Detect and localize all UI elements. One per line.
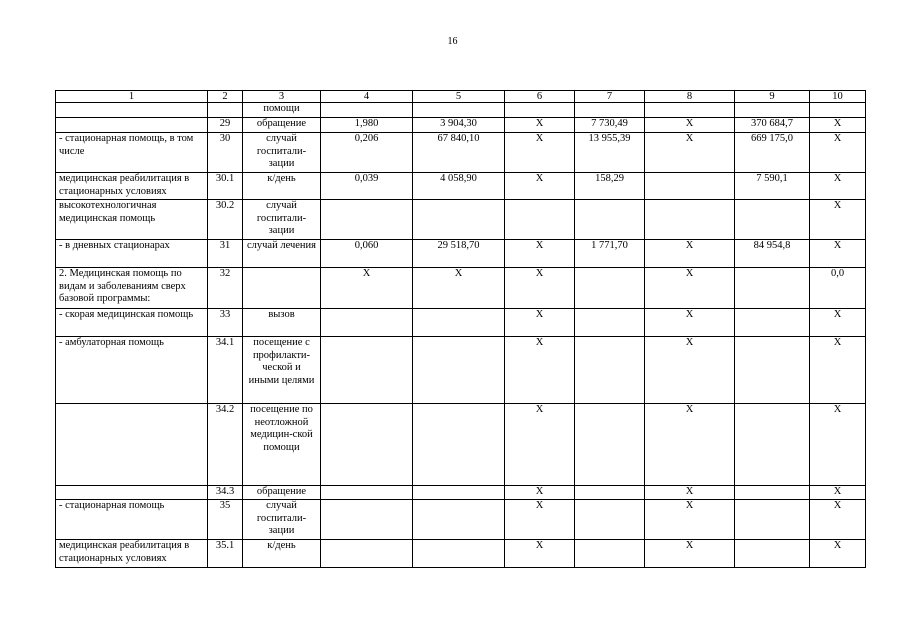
value-cell xyxy=(505,103,575,118)
row-number: 32 xyxy=(208,268,243,309)
row-label: медицинская реабилитация в стационарных условиях xyxy=(56,540,208,568)
value-cell: Х xyxy=(505,268,575,309)
value-cell: Х xyxy=(810,173,866,200)
unit-cell xyxy=(243,268,321,309)
row-number: 29 xyxy=(208,118,243,133)
value-cell: Х xyxy=(645,486,735,500)
value-cell: Х xyxy=(505,486,575,500)
value-cell: Х xyxy=(810,240,866,268)
value-cell: Х xyxy=(505,404,575,486)
value-cell xyxy=(575,200,645,240)
value-cell: Х xyxy=(505,133,575,173)
value-cell xyxy=(735,486,810,500)
value-cell: 0,039 xyxy=(321,173,413,200)
header-cell: 10 xyxy=(810,91,866,103)
unit-cell: обращение xyxy=(243,118,321,133)
value-cell: Х xyxy=(810,404,866,486)
row-label xyxy=(56,486,208,500)
value-cell: Х xyxy=(810,486,866,500)
row-number: 34.3 xyxy=(208,486,243,500)
value-cell xyxy=(735,200,810,240)
value-cell: 1,980 xyxy=(321,118,413,133)
value-cell xyxy=(413,486,505,500)
unit-cell: обращение xyxy=(243,486,321,500)
value-cell: 370 684,7 xyxy=(735,118,810,133)
value-cell xyxy=(321,500,413,540)
value-cell xyxy=(575,337,645,404)
value-cell: 84 954,8 xyxy=(735,240,810,268)
table-row xyxy=(56,173,866,200)
table-row xyxy=(56,404,866,486)
value-cell: Х xyxy=(505,337,575,404)
value-cell xyxy=(735,404,810,486)
header-row xyxy=(56,91,866,103)
value-cell: Х xyxy=(645,118,735,133)
table-row xyxy=(56,133,866,173)
table-row xyxy=(56,118,866,133)
value-cell: 4 058,90 xyxy=(413,173,505,200)
unit-cell: помощи xyxy=(243,103,321,118)
value-cell xyxy=(413,540,505,568)
value-cell xyxy=(321,309,413,337)
value-cell xyxy=(575,540,645,568)
value-cell: Х xyxy=(505,240,575,268)
row-label xyxy=(56,404,208,486)
value-cell: Х xyxy=(645,268,735,309)
row-number: 30.1 xyxy=(208,173,243,200)
value-cell: Х xyxy=(505,500,575,540)
table-row xyxy=(56,240,866,268)
value-cell: 0,206 xyxy=(321,133,413,173)
value-cell xyxy=(735,268,810,309)
table-row xyxy=(56,200,866,240)
header-cell: 6 xyxy=(505,91,575,103)
value-cell xyxy=(413,200,505,240)
value-cell xyxy=(735,500,810,540)
table-row xyxy=(56,268,866,309)
unit-cell: случай госпитали-зации xyxy=(243,500,321,540)
table-row xyxy=(56,337,866,404)
value-cell: Х xyxy=(810,133,866,173)
value-cell xyxy=(321,404,413,486)
value-cell xyxy=(321,337,413,404)
row-number: 35.1 xyxy=(208,540,243,568)
value-cell: Х xyxy=(645,309,735,337)
header-cell: 4 xyxy=(321,91,413,103)
value-cell xyxy=(505,200,575,240)
value-cell: Х xyxy=(505,118,575,133)
header-cell: 1 xyxy=(56,91,208,103)
value-cell xyxy=(575,309,645,337)
row-number: 34.1 xyxy=(208,337,243,404)
row-label xyxy=(56,118,208,133)
value-cell xyxy=(321,486,413,500)
unit-cell: случай госпитали-зации xyxy=(243,200,321,240)
value-cell xyxy=(575,404,645,486)
value-cell xyxy=(413,103,505,118)
header-cell: 3 xyxy=(243,91,321,103)
value-cell xyxy=(735,103,810,118)
header-cell: 2 xyxy=(208,91,243,103)
unit-cell: к/день xyxy=(243,540,321,568)
value-cell: Х xyxy=(645,540,735,568)
header-cell: 8 xyxy=(645,91,735,103)
value-cell xyxy=(413,500,505,540)
value-cell: Х xyxy=(505,540,575,568)
value-cell: 7 590,1 xyxy=(735,173,810,200)
value-cell xyxy=(575,268,645,309)
value-cell: Х xyxy=(645,500,735,540)
table-row xyxy=(56,500,866,540)
row-number xyxy=(208,103,243,118)
value-cell: Х xyxy=(645,133,735,173)
value-cell xyxy=(575,486,645,500)
value-cell xyxy=(735,540,810,568)
value-cell: Х xyxy=(810,309,866,337)
header-cell: 9 xyxy=(735,91,810,103)
row-number: 31 xyxy=(208,240,243,268)
value-cell xyxy=(321,200,413,240)
row-label: 2. Медицинская помощь по видам и заболеваниям сверх базовой программы: xyxy=(56,268,208,309)
value-cell: Х xyxy=(810,118,866,133)
unit-cell: посещение по неотложной медицин-ской помощи xyxy=(243,404,321,486)
unit-cell: случай госпитали-зации xyxy=(243,133,321,173)
unit-cell: случай лечения xyxy=(243,240,321,268)
value-cell: Х xyxy=(810,540,866,568)
value-cell xyxy=(413,404,505,486)
table-row xyxy=(56,486,866,500)
value-cell: Х xyxy=(321,268,413,309)
value-cell xyxy=(413,309,505,337)
value-cell xyxy=(575,103,645,118)
header-cell: 7 xyxy=(575,91,645,103)
value-cell: Х xyxy=(810,200,866,240)
value-cell: 7 730,49 xyxy=(575,118,645,133)
value-cell: 669 175,0 xyxy=(735,133,810,173)
table-row xyxy=(56,309,866,337)
value-cell xyxy=(735,337,810,404)
value-cell: 67 840,10 xyxy=(413,133,505,173)
row-label: - скорая медицинская помощь xyxy=(56,309,208,337)
value-cell: Х xyxy=(505,173,575,200)
value-cell: Х xyxy=(810,337,866,404)
value-cell xyxy=(321,103,413,118)
value-cell: Х xyxy=(810,500,866,540)
data-table xyxy=(55,90,866,568)
row-number: 34.2 xyxy=(208,404,243,486)
row-label: - стационарная помощь xyxy=(56,500,208,540)
row-label: медицинская реабилитация в стационарных условиях xyxy=(56,173,208,200)
unit-cell: вызов xyxy=(243,309,321,337)
row-label: высокотехнологичная медицинская помощь xyxy=(56,200,208,240)
value-cell: 0,0 xyxy=(810,268,866,309)
row-label: - амбулаторная помощь xyxy=(56,337,208,404)
table-row xyxy=(56,540,866,568)
value-cell: 3 904,30 xyxy=(413,118,505,133)
table-row xyxy=(56,103,866,118)
row-number: 30 xyxy=(208,133,243,173)
value-cell: 0,060 xyxy=(321,240,413,268)
row-number: 35 xyxy=(208,500,243,540)
row-label: - в дневных стационарах xyxy=(56,240,208,268)
value-cell xyxy=(413,337,505,404)
unit-cell: к/день xyxy=(243,173,321,200)
value-cell: Х xyxy=(645,240,735,268)
value-cell: 29 518,70 xyxy=(413,240,505,268)
page-number: 16 xyxy=(447,36,458,47)
header-cell: 5 xyxy=(413,91,505,103)
value-cell xyxy=(810,103,866,118)
value-cell: 1 771,70 xyxy=(575,240,645,268)
value-cell: Х xyxy=(505,309,575,337)
row-number: 33 xyxy=(208,309,243,337)
value-cell: 158,29 xyxy=(575,173,645,200)
value-cell xyxy=(735,309,810,337)
row-label: - стационарная помощь, в том числе xyxy=(56,133,208,173)
value-cell xyxy=(575,500,645,540)
value-cell xyxy=(645,103,735,118)
value-cell: Х xyxy=(413,268,505,309)
row-number: 30.2 xyxy=(208,200,243,240)
value-cell xyxy=(645,200,735,240)
value-cell xyxy=(645,173,735,200)
unit-cell: посещение с профилакти-ческой и иными целями xyxy=(243,337,321,404)
row-label xyxy=(56,103,208,118)
value-cell xyxy=(321,540,413,568)
value-cell: 13 955,39 xyxy=(575,133,645,173)
value-cell: Х xyxy=(645,337,735,404)
value-cell: Х xyxy=(645,404,735,486)
